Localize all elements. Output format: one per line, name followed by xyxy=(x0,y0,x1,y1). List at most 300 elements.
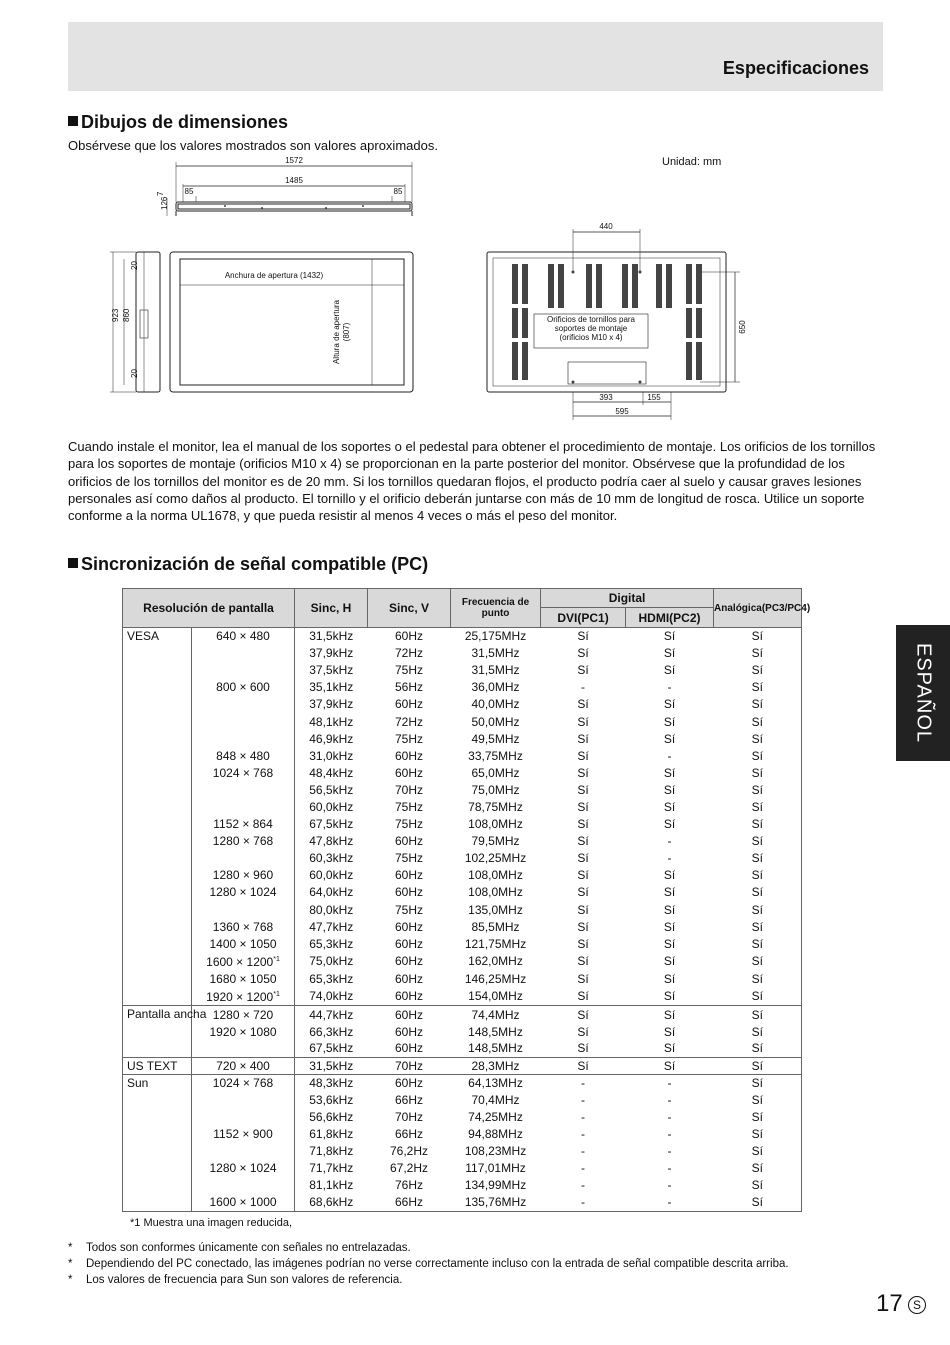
table-cell: Sí xyxy=(577,697,589,712)
table-cell: 148,5MHz xyxy=(468,1024,523,1039)
table-cell: - xyxy=(581,1195,586,1210)
table-cell: Sí xyxy=(751,663,763,678)
table-cell: Sí xyxy=(751,1041,763,1056)
table-cell: Sí xyxy=(751,1109,763,1124)
table-cell: Sí xyxy=(663,799,676,814)
table-cell: Sí xyxy=(751,731,763,746)
table-cell: 44,7kHz xyxy=(295,1006,368,1023)
table-cell: 75Hz xyxy=(395,731,424,746)
table-cell: 85,5MHz xyxy=(471,919,520,934)
table-cell: Sí xyxy=(663,697,676,712)
table-cell: 60Hz xyxy=(395,868,424,883)
table-row xyxy=(123,935,802,952)
resolution-cell: 1920 × 1080 xyxy=(192,1023,295,1040)
table-cell: - xyxy=(626,1074,714,1091)
resolution-cell xyxy=(192,781,295,798)
table-row xyxy=(123,798,802,815)
table-cell: Sí xyxy=(751,971,763,986)
table-row xyxy=(123,1040,802,1057)
table-cell: Sí xyxy=(751,885,763,900)
notes-list xyxy=(68,1240,789,1288)
table-cell: 75Hz xyxy=(395,902,424,917)
table-cell: 60Hz xyxy=(395,936,424,951)
resolution-cell xyxy=(192,1177,295,1194)
dim-85-right: 85 xyxy=(393,187,403,196)
table-cell: 76Hz xyxy=(395,1178,424,1193)
table-row xyxy=(123,662,802,679)
table-cell: Sí xyxy=(714,628,802,645)
language-badge: S xyxy=(908,1296,926,1314)
col-header-dot-freq: Frecuencia de punto xyxy=(451,589,541,628)
table-row xyxy=(123,747,802,764)
table-cell: Sí xyxy=(663,646,676,661)
table-cell: Sí xyxy=(663,971,676,986)
dim-440: 440 xyxy=(599,222,613,231)
table-cell: Sí xyxy=(577,731,589,746)
table-row xyxy=(123,884,802,901)
table-cell: Sí xyxy=(663,954,676,969)
table-cell: 37,5kHz xyxy=(309,663,354,678)
table-row xyxy=(123,1177,802,1194)
table-cell: 75,0MHz xyxy=(471,782,520,797)
table-cell: Sí xyxy=(751,834,763,849)
table-cell: - xyxy=(667,851,672,866)
table-cell: 102,25MHz xyxy=(464,851,527,866)
resolution-cell xyxy=(192,1040,295,1057)
table-cell: 60Hz xyxy=(395,834,424,849)
table-cell: 47,7kHz xyxy=(309,919,354,934)
table-cell: Sí xyxy=(577,971,589,986)
table-cell: Sí xyxy=(577,885,589,900)
page-number: 17 xyxy=(876,1290,903,1317)
table-cell: - xyxy=(581,680,586,695)
resolution-cell: $1600 \times 1200^{*1}$ xyxy=(192,952,295,970)
bullet-square-icon xyxy=(68,558,78,568)
holes-label-3: (orificios M10 x 4) xyxy=(559,333,623,342)
dim-7: 7 xyxy=(156,191,165,196)
table-cell: Sí xyxy=(751,782,763,797)
table-cell: 162,0MHz xyxy=(468,954,523,969)
table-row xyxy=(123,1194,802,1211)
table-cell: - xyxy=(581,1178,586,1193)
group-label: VESA xyxy=(123,628,192,1006)
table-row xyxy=(123,1126,802,1143)
table-cell: 78,75MHz xyxy=(468,799,523,814)
table-cell: 31,0kHz xyxy=(309,748,354,763)
resolution-cell: 1680 × 1050 xyxy=(192,970,295,987)
table-cell: 66Hz xyxy=(395,1127,424,1142)
table-cell: Sí xyxy=(751,1195,763,1210)
dim-1572: 1572 xyxy=(285,156,303,165)
holes-label-2: soportes de montaje xyxy=(554,324,628,333)
table-cell: 72Hz xyxy=(395,714,424,729)
table-cell: 56Hz xyxy=(395,680,424,695)
table-cell: 121,75MHz xyxy=(464,936,527,951)
list-item: * Dependiendo del PC conectado, las imágenes podrían no verse correctamente incluso con la entrada de señal compatible descrita arriba. xyxy=(68,1258,789,1270)
table-cell: 60Hz xyxy=(395,989,424,1004)
col-header-resolution: Resolución de pantalla xyxy=(123,589,295,628)
holes-label-1: Orificios de tornillos para xyxy=(546,315,636,324)
table-cell: Sí xyxy=(714,1057,802,1074)
dimension-drawing xyxy=(0,0,950,440)
table-cell: 117,01MHz xyxy=(465,1161,526,1176)
table-cell: 146,25MHz xyxy=(464,971,527,986)
resolution-cell: 720 × 400 xyxy=(192,1057,295,1074)
table-cell: Sí xyxy=(751,919,763,934)
table-row xyxy=(123,952,802,970)
table-cell: 49,5MHz xyxy=(471,731,520,746)
resolution-cell xyxy=(192,713,295,730)
table-cell: 60Hz xyxy=(395,748,424,763)
table-cell: - xyxy=(581,1127,586,1142)
table-row xyxy=(123,833,802,850)
table-cell: 76,2Hz xyxy=(390,1144,429,1159)
resolution-cell: 1280 × 1024 xyxy=(192,1160,295,1177)
table-cell: 66,3kHz xyxy=(309,1024,354,1039)
dim-650: 650 xyxy=(738,320,747,334)
table-cell: 31,5kHz xyxy=(295,628,368,645)
resolution-cell: 1280 × 720 xyxy=(192,1006,295,1023)
table-cell: 135,76MHz xyxy=(464,1195,527,1210)
table-row xyxy=(123,1006,802,1023)
table-cell: Sí xyxy=(663,782,676,797)
table-cell: Sí xyxy=(577,902,589,917)
table-cell: 60,3kHz xyxy=(309,851,354,866)
table-cell: 53,6kHz xyxy=(309,1092,354,1107)
table-cell: Sí xyxy=(577,851,589,866)
dim-126: 126 xyxy=(160,196,169,210)
table-cell: 75,0kHz xyxy=(309,954,354,969)
table-cell: - xyxy=(581,1144,586,1159)
aperture-width-label: Anchura de apertura (1432) xyxy=(224,271,324,280)
table-cell: Sí xyxy=(663,989,676,1004)
table-cell: 25,175MHz xyxy=(451,628,541,645)
table-cell: Sí xyxy=(626,628,714,645)
table-cell: 60Hz xyxy=(368,1074,451,1091)
table-cell: Sí xyxy=(714,1074,802,1091)
table-row xyxy=(123,816,802,833)
table-cell: 61,8kHz xyxy=(309,1127,354,1142)
table-row xyxy=(123,781,802,798)
table-cell: 56,6kHz xyxy=(309,1109,354,1124)
col-header-hdmi: HDMI(PC2) xyxy=(626,608,714,628)
list-item: * Los valores de frecuencia para Sun son valores de referencia. xyxy=(68,1274,403,1286)
table-cell: 108,23MHz xyxy=(464,1144,527,1159)
table-cell: 60,0kHz xyxy=(309,799,354,814)
table-cell: Sí xyxy=(577,936,589,951)
table-cell: Sí xyxy=(751,1127,763,1142)
table-cell: 80,0kHz xyxy=(309,902,354,917)
table-cell: 70Hz xyxy=(368,1057,451,1074)
table-cell: Sí xyxy=(714,1006,802,1023)
resolution-cell xyxy=(192,662,295,679)
table-cell: 64,0kHz xyxy=(309,885,354,900)
table-cell: - xyxy=(667,834,672,849)
table-cell: 28,3MHz xyxy=(451,1057,541,1074)
table-cell: - xyxy=(667,1092,672,1107)
table-cell: Sí xyxy=(751,697,763,712)
top-view-body xyxy=(176,202,412,211)
table-cell: Sí xyxy=(577,1041,589,1056)
resolution-cell xyxy=(192,696,295,713)
dim-595: 595 xyxy=(615,407,629,416)
table-row xyxy=(123,1074,802,1091)
table-cell: 48,3kHz xyxy=(295,1074,368,1091)
sync-section-title: Sincronización de señal compatible (PC) xyxy=(68,554,428,575)
sync-table-body xyxy=(123,628,802,1212)
dim-20-top: 20 xyxy=(130,261,139,270)
table-cell: 60Hz xyxy=(395,1024,424,1039)
table-cell: 40,0MHz xyxy=(471,697,520,712)
resolution-cell xyxy=(192,1091,295,1108)
table-cell: 48,1kHz xyxy=(309,714,354,729)
table-cell: Sí xyxy=(663,936,676,951)
table-cell: Sí xyxy=(751,936,763,951)
table-cell: - xyxy=(667,748,672,763)
table-cell: - xyxy=(667,1144,672,1159)
table-cell: - xyxy=(667,680,672,695)
table-row xyxy=(123,987,802,1006)
resolution-cell xyxy=(192,1108,295,1125)
table-cell: Sí xyxy=(626,1057,714,1074)
table-cell: Sí xyxy=(663,765,676,780)
table-cell: 31,5MHz xyxy=(471,646,520,661)
resolution-cell: 1152 × 900 xyxy=(192,1126,295,1143)
aperture-height-value: (807) xyxy=(342,322,351,342)
dim-923: 923 xyxy=(111,308,120,322)
table-cell: Sí xyxy=(751,748,763,763)
dim-155: 155 xyxy=(647,393,661,402)
table-cell: 31,5MHz xyxy=(471,663,520,678)
table-row xyxy=(123,645,802,662)
table-row xyxy=(123,970,802,987)
table-cell: 108,0MHz xyxy=(468,817,523,832)
table-row xyxy=(123,1023,802,1040)
table-cell: 75Hz xyxy=(395,817,424,832)
col-header-analog: Analógica(PC3/PC4) xyxy=(714,589,802,628)
table-cell: 60Hz xyxy=(368,628,451,645)
table-cell: 60Hz xyxy=(395,919,424,934)
table-cell: 70Hz xyxy=(395,1109,424,1124)
table-cell: 60Hz xyxy=(395,885,424,900)
unit-label: Unidad: mm xyxy=(662,156,722,168)
table-cell: 67,5kHz xyxy=(309,1041,354,1056)
table-cell: Sí xyxy=(663,1041,676,1056)
table-cell: Sí xyxy=(751,1178,763,1193)
table-cell: Sí xyxy=(751,989,763,1004)
table-cell: Sí xyxy=(577,663,589,678)
aperture-height-label: Altura de apertura xyxy=(332,299,341,365)
table-cell: 75Hz xyxy=(395,799,424,814)
table-row xyxy=(123,867,802,884)
resolution-cell xyxy=(192,798,295,815)
resolution-cell: 1152 × 864 xyxy=(192,816,295,833)
table-row xyxy=(123,901,802,918)
table-cell: - xyxy=(667,1178,672,1193)
table-cell: - xyxy=(667,1109,672,1124)
table-cell: 60Hz xyxy=(395,765,424,780)
table-cell: 67,5kHz xyxy=(309,817,354,832)
table-cell: 65,3kHz xyxy=(309,936,354,951)
table-row xyxy=(123,1091,802,1108)
table-cell: Sí xyxy=(541,628,626,645)
table-cell: 35,1kHz xyxy=(309,680,354,695)
table-cell: Sí xyxy=(751,765,763,780)
table-cell: 67,2Hz xyxy=(390,1161,429,1176)
table-row xyxy=(123,696,802,713)
table-cell: 154,0MHz xyxy=(468,989,523,1004)
table-cell: 60Hz xyxy=(395,1041,424,1056)
table-cell: Sí xyxy=(751,680,763,695)
col-header-digital: Digital xyxy=(541,589,714,608)
table-cell: Sí xyxy=(663,663,676,678)
table-cell: 94,88MHz xyxy=(468,1127,523,1142)
table-cell: Sí xyxy=(663,919,676,934)
table-cell: Sí xyxy=(751,868,763,883)
table-cell: Sí xyxy=(577,834,589,849)
table-cell: 56,5kHz xyxy=(309,782,354,797)
table-cell: Sí xyxy=(577,799,589,814)
resolution-cell xyxy=(192,1143,295,1160)
table-row xyxy=(123,679,802,696)
list-item: * Todos son conformes únicamente con señales no entrelazadas. xyxy=(68,1242,411,1254)
table-row xyxy=(123,1160,802,1177)
table-cell: 37,9kHz xyxy=(309,697,354,712)
resolution-cell: 1600 × 1000 xyxy=(192,1194,295,1211)
table-cell: Sí xyxy=(577,714,589,729)
table-row xyxy=(123,713,802,730)
resolution-cell: 1400 × 1050 xyxy=(192,935,295,952)
table-cell: 60Hz xyxy=(368,1006,451,1023)
table-cell: Sí xyxy=(751,1161,763,1176)
resolution-cell xyxy=(192,645,295,662)
table-cell: 74,4MHz xyxy=(451,1006,541,1023)
dimensions-note: Obsérvese que los valores mostrados son valores aproximados. xyxy=(68,138,438,153)
table-cell: Sí xyxy=(751,646,763,661)
group-label: Sun xyxy=(123,1074,192,1211)
table-row xyxy=(123,1057,802,1074)
resolution-cell xyxy=(192,901,295,918)
table-cell: Sí xyxy=(663,714,676,729)
table-cell: Sí xyxy=(751,1092,763,1107)
resolution-cell: 1024 × 768 xyxy=(192,764,295,781)
table-cell: Sí xyxy=(751,817,763,832)
table-cell: Sí xyxy=(577,646,589,661)
table-cell: Sí xyxy=(751,851,763,866)
table-cell: Sí xyxy=(751,902,763,917)
resolution-cell: $1920 \times 1200^{*1}$ xyxy=(192,987,295,1006)
table-cell: Sí xyxy=(577,817,589,832)
table-cell: - xyxy=(581,1092,586,1107)
table-cell: 33,75MHz xyxy=(468,748,523,763)
table-cell: 65,0MHz xyxy=(471,765,520,780)
resolution-cell: 640 × 480 xyxy=(192,628,295,645)
table-cell: 108,0MHz xyxy=(468,868,523,883)
table-cell: Sí xyxy=(541,1006,626,1023)
top-view-inner xyxy=(178,204,410,209)
table-cell: Sí xyxy=(751,1024,763,1039)
table-cell: Sí xyxy=(577,748,589,763)
group-label: Pantalla ancha xyxy=(123,1006,192,1057)
resolution-cell: 1280 × 960 xyxy=(192,867,295,884)
table-cell: 66Hz xyxy=(395,1092,424,1107)
dimensions-section-title: Dibujos de dimensiones xyxy=(68,112,288,133)
table-cell: 74,0kHz xyxy=(309,989,354,1004)
table-cell: Sí xyxy=(663,885,676,900)
table-cell: 64,13MHz xyxy=(451,1074,541,1091)
dim-860: 860 xyxy=(122,308,131,322)
table-cell: - xyxy=(581,1109,586,1124)
resolution-cell: 1280 × 768 xyxy=(192,833,295,850)
table-cell: Sí xyxy=(663,1024,676,1039)
table-cell: 71,8kHz xyxy=(309,1144,354,1159)
table-cell: 71,7kHz xyxy=(309,1161,354,1176)
resolution-cell: 1280 × 1024 xyxy=(192,884,295,901)
table-cell: 50,0MHz xyxy=(471,714,520,729)
table-cell: - xyxy=(667,1195,672,1210)
table-cell: 66Hz xyxy=(395,1195,424,1210)
table-cell: 72Hz xyxy=(395,646,424,661)
resolution-cell xyxy=(192,730,295,747)
sync-table xyxy=(122,588,811,1212)
group-label: US TEXT xyxy=(123,1057,192,1074)
table-cell: 60Hz xyxy=(395,954,424,969)
table-cell: Sí xyxy=(626,1006,714,1023)
resolution-cell: 1024 × 768 xyxy=(192,1074,295,1091)
resolution-cell xyxy=(192,850,295,867)
table-cell: 31,5kHz xyxy=(295,1057,368,1074)
resolution-cell: 1360 × 768 xyxy=(192,918,295,935)
resolution-cell: 848 × 480 xyxy=(192,747,295,764)
table-cell: 36,0MHz xyxy=(471,680,520,695)
dim-1485: 1485 xyxy=(285,176,303,185)
table-cell: Sí xyxy=(541,1057,626,1074)
table-cell: 46,9kHz xyxy=(309,731,354,746)
table-cell: Sí xyxy=(577,782,589,797)
table-cell: Sí xyxy=(663,868,676,883)
table-cell: Sí xyxy=(751,799,763,814)
table-cell: 148,5MHz xyxy=(468,1041,523,1056)
table-cell: Sí xyxy=(663,902,676,917)
table-row xyxy=(123,850,802,867)
table-cell: 81,1kHz xyxy=(309,1178,354,1193)
install-instructions: Cuando instale el monitor, lea el manual de los soportes o el pedestal para obtener el procedimiento de montaje. Los orificios de los tornillos para los soportes de montaje (orificios M10 x 4) se proporcionan en la parte posterior del monitor. Obsérvese que la profundidad de los orificios de los tornillos del monitor es de 20 mm. Si los tornillos quedaran flojos, el producto podría caer al suelo y causar graves lesiones personales así como daños al producto. El tornillo y el orificio deberán juntarse con más de 10 mm de longitud de rosca. Utilice un soporte conforme a la norma UL1678, y que pueda resistir al menos 4 veces o más el peso del monitor. xyxy=(68,439,876,524)
col-header-sinc-v: Sinc, V xyxy=(368,589,451,628)
table-cell: Sí xyxy=(751,954,763,969)
col-header-dvi: DVI(PC1) xyxy=(541,608,626,628)
table-cell: Sí xyxy=(577,919,589,934)
table-cell: Sí xyxy=(577,1024,589,1039)
resolution-cell: 800 × 600 xyxy=(192,679,295,696)
table-cell: Sí xyxy=(751,714,763,729)
table-cell: - xyxy=(667,1161,672,1176)
table-cell: 47,8kHz xyxy=(309,834,354,849)
table-row xyxy=(123,1108,802,1125)
table-cell: Sí xyxy=(577,868,589,883)
table-cell: 108,0MHz xyxy=(468,885,523,900)
table-cell: 48,4kHz xyxy=(309,765,354,780)
table-cell: Sí xyxy=(663,817,676,832)
table-cell: Sí xyxy=(577,954,589,969)
table-cell: 60Hz xyxy=(395,971,424,986)
table-row xyxy=(123,730,802,747)
dim-393: 393 xyxy=(599,393,613,402)
table-cell: 60Hz xyxy=(395,697,424,712)
table-cell: 75Hz xyxy=(395,851,424,866)
table-cell: 135,0MHz xyxy=(468,902,523,917)
table-cell: 70,4MHz xyxy=(471,1092,520,1107)
page-header-title: Especificaciones xyxy=(722,58,869,78)
